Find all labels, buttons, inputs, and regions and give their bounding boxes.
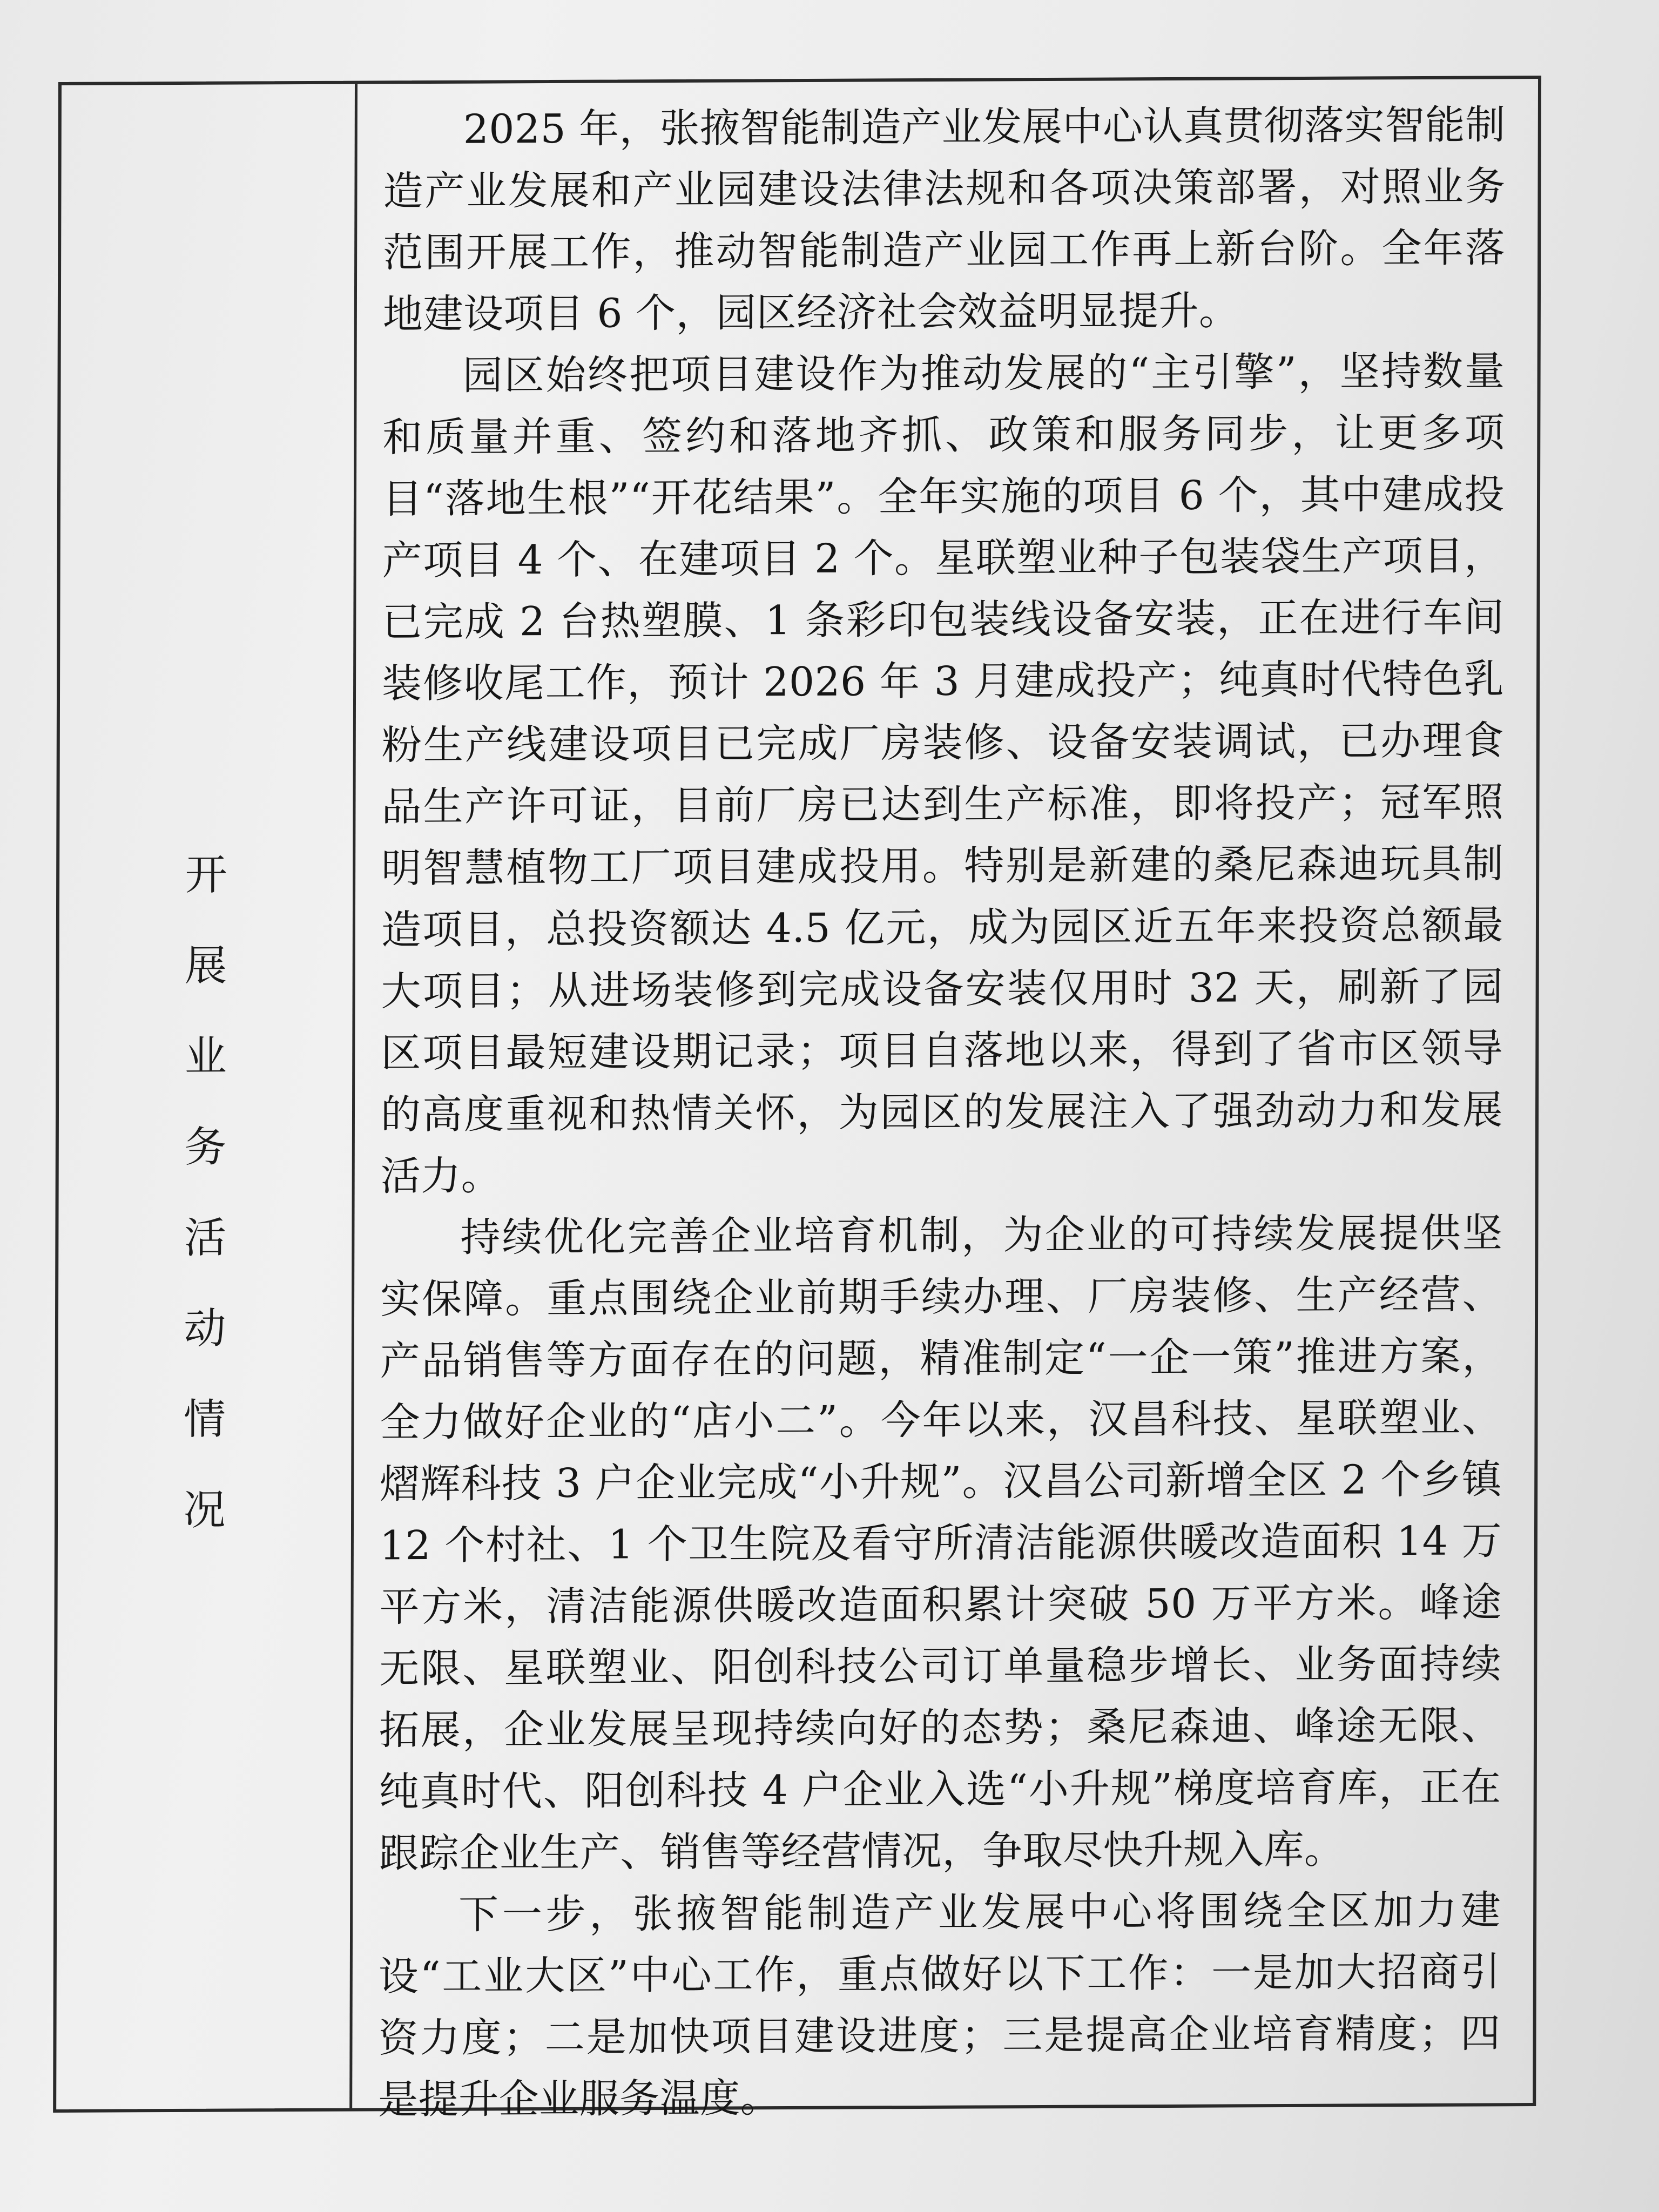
paragraph-enterprise-cultivation: 持续优化完善企业培育机制，为企业的可持续发展提供坚实保障。重点围绕企业前期手续办理、厂房装修、生产经营、产品销售等方面存在的问题，精准制定“一企一策”推进方案，全力做好企业的“店小二”。今年以来，汉昌科技、星联塑业、熠辉科技 3 户企业完成“小升规”。汉昌公司新增全区 2 个乡镇 12 个村社、1 个卫生院及看守所清洁能源供暖改造面积 14 万平方米，清洁能源供暖改造面积累计突破 50 万平方米。峰途无限、星联塑业、阳创科技公司订单量稳步增长、业务面持续拓展，企业发展呈现持续向好的态势；桑尼森迪、峰途无限、纯真时代、阳创科技 4 户企业入选“小升规”梯度培育库，正在跟踪企业生产、销售等经营情况，争取尽快升规入库。: [379, 1210, 1503, 1877]
form-table: [53, 76, 1541, 2123]
row-label-char: 业: [184, 1032, 227, 1081]
row-label: [183, 830, 227, 1556]
row-label-char: 活: [184, 1213, 227, 1263]
row-label-char: 情: [183, 1395, 226, 1444]
paragraph-project-construction: 园区始终把项目建设作为推动发展的“主引擎”，坚持数量和质量并重、签约和落地齐抓、政策和服务同步，让更多项目“落地生根”“开花结果”。全年实施的项目 6 个，其中建成投产项目 4 个、在建项目 2 个。星联塑业种子包装袋生产项目，已完成 2 台热塑膜、1 条彩印包装线设备安装，正在进行车间装修收尾工作，预计 2026 年 3 月建成投产；纯真时代特色乳粉生产线建设项目已完成厂房装修、设备安装调试，已办理食品生产许可证，目前厂房已达到生产标准，即将投产；冠军照明智慧植物工厂项目建成投用。特别是新建的桑尼森迪玩具制造项目，总投资额达 4.5 亿元，成为园区近五年来投资总额最大项目；从进场装修到完成设备安装仅用时 32 天，刷新了园区项目最短建设期记录；项目自落地以来，得到了省市区领导的高度重视和热情关怀，为园区的发展注入了强劲动力和发展活力。: [380, 348, 1505, 1200]
row-label-char: 展: [185, 941, 227, 990]
row-label-char: 务: [184, 1123, 227, 1172]
paragraph-summary: 2025 年，张掖智能制造产业发展中心认真贯彻落实智能制造产业发展和产业园建设法律法规和各项决策部署，对照业务范围开展工作，推动智能制造产业园工作再上新台阶。全年落地建设项目 6 个，园区经济社会效益明显提升。: [382, 102, 1506, 338]
row-label-cell: [56, 84, 358, 2109]
row-label-char: 开: [185, 851, 227, 900]
row-label-char: 动: [184, 1304, 226, 1353]
row-label-char: 况: [183, 1486, 226, 1535]
paragraph-next-steps: 下一步，张掖智能制造产业发展中心将围绕全区加力建设“工业大区”中心工作，重点做好以下工作：一是加大招商引资力度；二是加快项目建设进度；三是提高企业培育精度；四是提升企业服务温度。: [378, 1887, 1501, 2123]
content-cell: [352, 79, 1538, 2123]
